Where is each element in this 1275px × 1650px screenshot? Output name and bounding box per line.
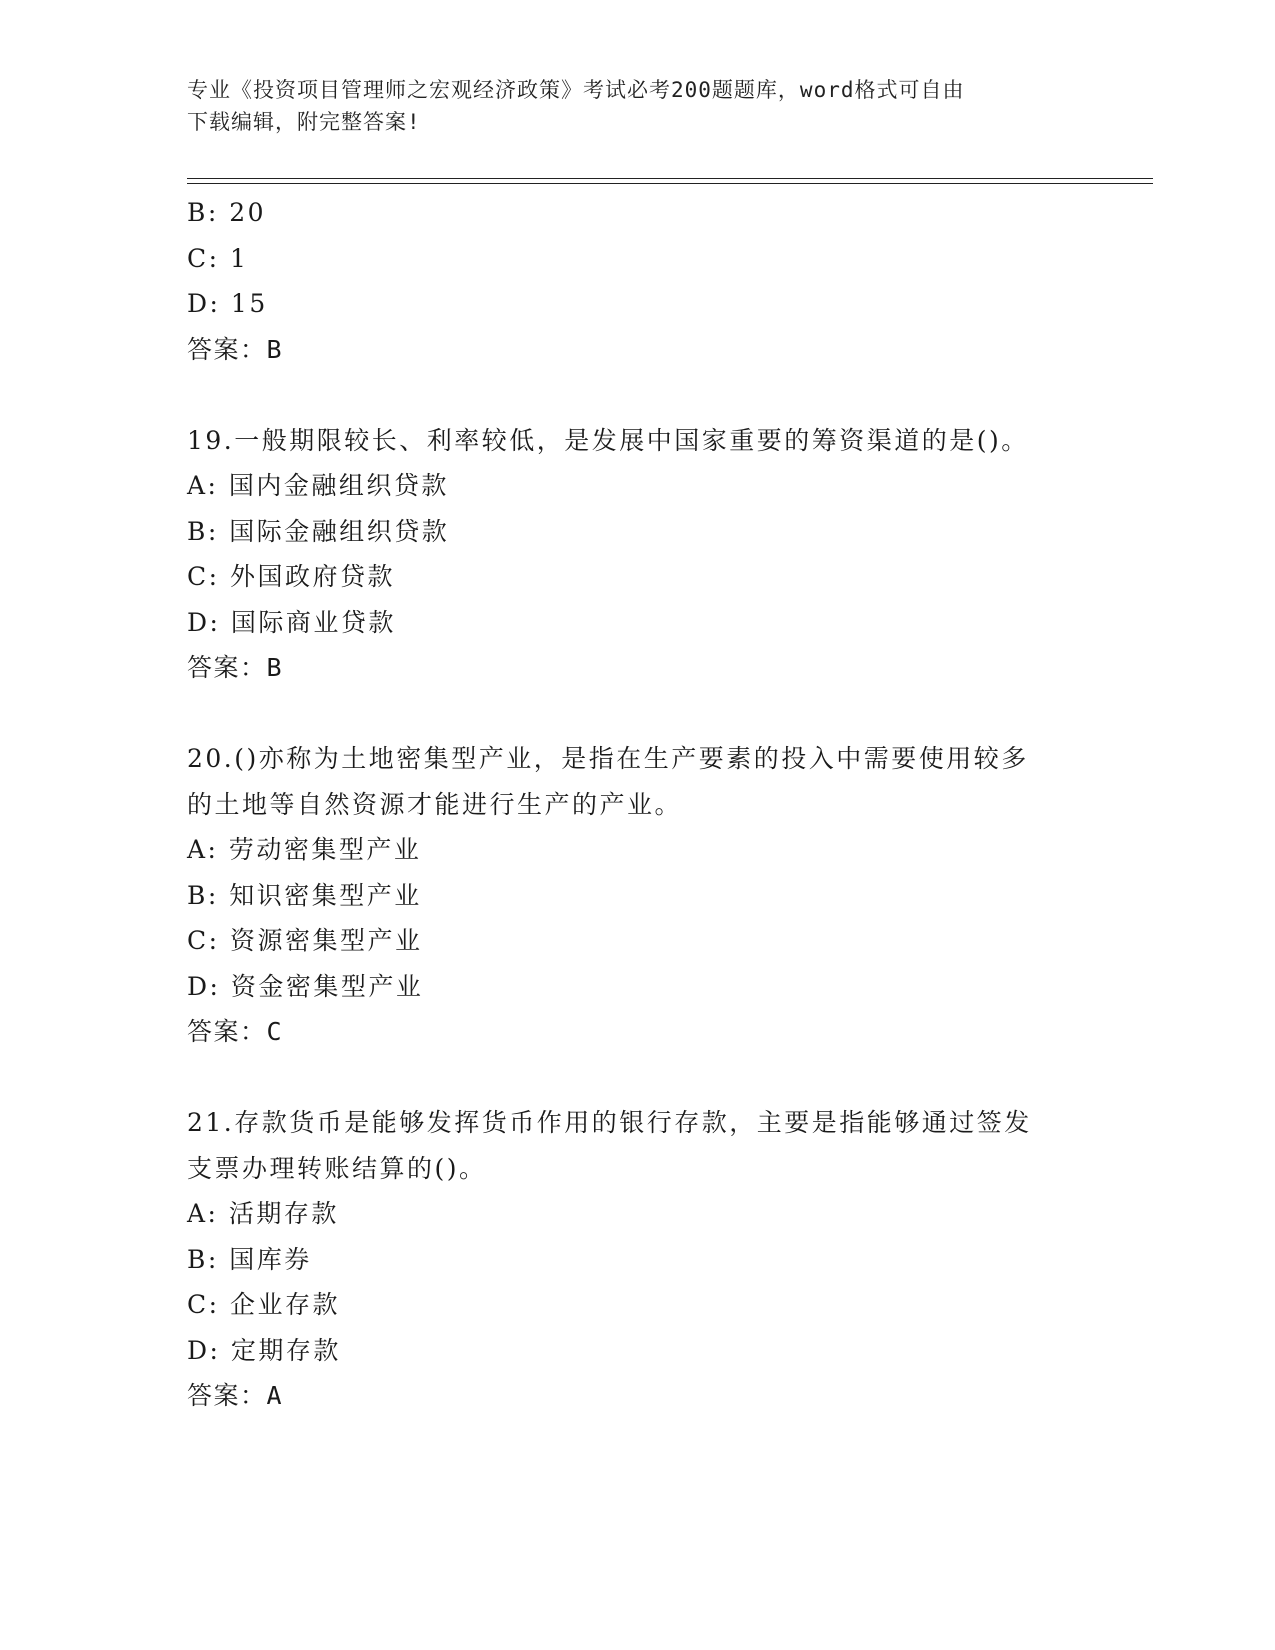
- option-b: B: 国际金融组织贷款: [187, 516, 450, 546]
- header-rule-bottom: [187, 183, 1153, 184]
- option-d: D: 国际商业贷款: [187, 607, 396, 637]
- question-stem-continued: 的土地等自然资源才能进行生产的产业。: [187, 789, 683, 819]
- option-b: B: 国库券: [187, 1244, 312, 1274]
- option-c: C: 企业存款: [187, 1290, 340, 1319]
- question-20: [187, 736, 1087, 1055]
- document-header: [187, 74, 1087, 138]
- option-d: D: 资金密集型产业: [187, 971, 424, 1001]
- option-a: A: 劳动密集型产业: [187, 835, 422, 864]
- option-a: A: 活期存款: [187, 1199, 339, 1228]
- question-gap: [187, 691, 1087, 737]
- option-c: C: 1: [187, 243, 249, 273]
- header-line-2: 下载编辑，附完整答案!: [187, 110, 421, 134]
- option-c: C: 资源密集型产业: [187, 926, 423, 955]
- header-line-1: 专业《投资项目管理师之宏观经济政策》考试必考200题题库，word格式可自由: [187, 78, 965, 102]
- question-stem: 21.存款货币是能够发挥货币作用的银行存款，主要是指能够通过签发: [187, 1108, 1032, 1137]
- question-stem: 19.一般期限较长、利率较低，是发展中国家重要的筹资渠道的是()。: [187, 425, 1029, 455]
- header-rule-top: [187, 178, 1153, 179]
- document-body: [187, 190, 1087, 1419]
- option-b: B: 20: [187, 198, 267, 227]
- option-d: D: 定期存款: [187, 1335, 341, 1365]
- question-gap: [187, 372, 1087, 418]
- question-gap: [187, 1055, 1087, 1101]
- question-19: [187, 418, 1087, 691]
- answer-line: 答案：B: [187, 334, 284, 364]
- option-b: B: 知识密集型产业: [187, 880, 422, 910]
- question-stem-continued: 支票办理转账结算的()。: [187, 1153, 487, 1183]
- option-c: C: 外国政府贷款: [187, 562, 395, 591]
- answer-line: 答案：A: [187, 1381, 284, 1410]
- question-stem: 20.()亦称为土地密集型产业，是指在生产要素的投入中需要使用较多: [187, 744, 1029, 773]
- question-21: [187, 1100, 1087, 1419]
- previous-question-options: [187, 190, 1087, 372]
- answer-line: 答案：B: [187, 653, 284, 682]
- option-d: D: 15: [187, 289, 268, 318]
- option-a: A: 国内金融组织贷款: [187, 471, 449, 500]
- answer-line: 答案：C: [187, 1017, 284, 1046]
